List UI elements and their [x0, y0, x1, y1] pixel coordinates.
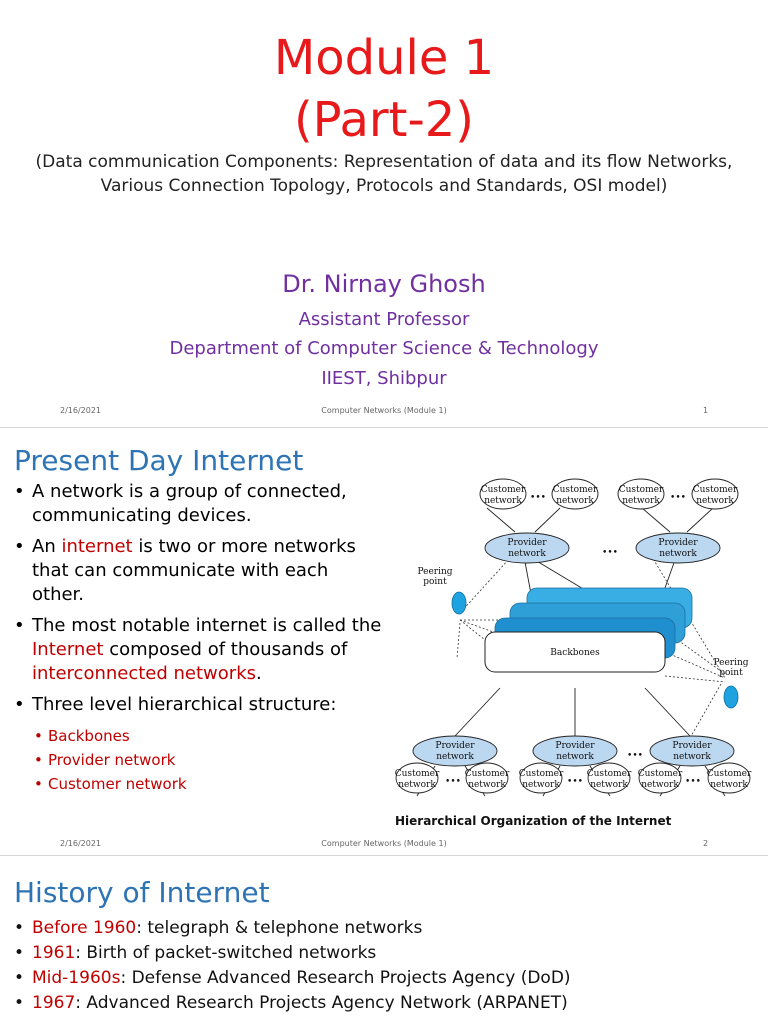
svg-text:Provider: Provider	[555, 741, 595, 751]
slide-title-line1: Module 1	[273, 30, 495, 86]
history-list	[14, 916, 754, 1016]
author-designation: Assistant Professor	[298, 309, 470, 330]
highlighted-term: interconnected networks	[32, 663, 256, 684]
svg-text:Provider: Provider	[658, 538, 698, 548]
provider-node-bottom-right	[650, 736, 734, 766]
sub-bullet-item: • Provider network	[14, 748, 384, 772]
sub-bullet-item: • Customer network	[14, 772, 384, 796]
svg-text:network: network	[622, 496, 660, 506]
bullet-item	[14, 535, 384, 607]
provider-node-bottom-center	[533, 736, 617, 766]
slide-present-day-internet	[0, 428, 768, 856]
author-name: Dr. Nirnay Ghosh	[282, 270, 486, 298]
svg-text:network: network	[673, 752, 711, 762]
bullet-text: .	[256, 663, 262, 684]
history-text: : Advanced Research Projects Agency Network (ARPANET)	[75, 993, 568, 1013]
slide-subtitle: (Data communication Components: Representation of data and its flow Networks, Various Connection Topology, Protocols and Standards, OSI model)	[35, 152, 733, 196]
author-department: Department of Computer Science & Technology	[169, 338, 599, 359]
provider-node-top-right	[636, 533, 720, 563]
figure-caption: Hierarchical Organization of the Internet	[395, 814, 672, 828]
slide-footer	[0, 406, 768, 420]
bullet-text: is two or more networks that can communicate with each other.	[32, 536, 356, 605]
peering-label-left-1: Peering	[417, 567, 453, 577]
highlighted-term: internet	[61, 536, 133, 557]
customer-node-bottom-6	[707, 763, 752, 793]
history-year: Mid-1960s	[32, 968, 121, 988]
peering-label-left-2: point	[423, 577, 447, 587]
slide-title	[0, 0, 768, 428]
slide-heading: History of Internet	[14, 876, 270, 909]
bullet-item	[14, 614, 384, 686]
history-text: : Defense Advanced Research Projects Agency (DoD)	[120, 968, 571, 988]
footer-date: 2/16/2021	[60, 839, 102, 848]
backbones-label: Backbones	[550, 648, 600, 658]
ellipsis-dots: •••	[627, 751, 643, 761]
peering-label-right-1: Peering	[713, 658, 749, 668]
customer-node-top-4	[692, 479, 738, 509]
provider-node-bottom-left	[413, 736, 497, 766]
ellipsis-dots: •••	[445, 777, 461, 787]
highlighted-term: Internet	[32, 639, 104, 660]
bullet-list	[14, 480, 384, 796]
footer-page-number: 2	[703, 839, 709, 848]
customer-node-top-1	[480, 479, 526, 509]
svg-text:network: network	[710, 780, 748, 790]
svg-text:Customer: Customer	[586, 769, 632, 779]
peering-point-left	[452, 592, 466, 614]
svg-text:network: network	[696, 496, 734, 506]
bullet-item	[14, 693, 384, 717]
history-year: 1967	[32, 993, 76, 1013]
ellipsis-dots: •••	[602, 548, 618, 558]
svg-text:network: network	[508, 549, 546, 559]
author-institute: IIEST, Shibpur	[321, 368, 447, 389]
svg-text:Customer: Customer	[464, 769, 510, 779]
svg-text:network: network	[556, 496, 594, 506]
bullet-text: An	[32, 536, 62, 557]
svg-text:network: network	[398, 780, 436, 790]
svg-text:network: network	[484, 496, 522, 506]
svg-text:Provider: Provider	[672, 741, 712, 751]
footer-course: Computer Networks (Module 1)	[321, 406, 447, 415]
footer-date: 2/16/2021	[60, 406, 102, 415]
footer-course: Computer Networks (Module 1)	[321, 839, 447, 848]
peering-label-right-2: point	[719, 668, 743, 678]
svg-text:Customer: Customer	[480, 485, 526, 495]
bullet-text: Three level hierarchical structure:	[32, 694, 337, 715]
svg-text:Customer: Customer	[518, 769, 564, 779]
customer-node-top-3	[618, 479, 664, 509]
ellipsis-dots: •••	[685, 777, 701, 787]
sub-bullet-list	[14, 724, 384, 796]
svg-text:Customer: Customer	[395, 769, 440, 779]
svg-text:Customer: Customer	[618, 485, 664, 495]
slide-footer	[0, 839, 768, 853]
slide-title-line2: (Part-2)	[293, 92, 475, 148]
svg-text:Provider: Provider	[507, 538, 547, 548]
bullet-item	[14, 480, 384, 528]
customer-node-bottom-5	[638, 763, 683, 793]
customer-node-bottom-4	[587, 763, 632, 793]
svg-text:Customer: Customer	[692, 485, 738, 495]
slide-heading: Present Day Internet	[14, 444, 304, 477]
history-text: : Birth of packet-switched networks	[75, 943, 377, 963]
footer-page-number: 1	[703, 406, 709, 415]
svg-text:Customer: Customer	[552, 485, 598, 495]
svg-text:network: network	[436, 752, 474, 762]
customer-node-bottom-2	[465, 763, 510, 793]
history-item	[14, 916, 754, 941]
history-year: 1961	[32, 943, 76, 963]
bullet-text: composed of thousands of	[103, 639, 348, 660]
ellipsis-dots: •••	[530, 493, 546, 503]
svg-text:network: network	[522, 780, 560, 790]
ellipsis-dots: •••	[567, 777, 583, 787]
peering-point-right	[724, 686, 738, 708]
svg-text:Customer: Customer	[637, 769, 683, 779]
svg-text:Customer: Customer	[706, 769, 752, 779]
svg-text:network: network	[590, 780, 628, 790]
ellipsis-dots: •••	[670, 493, 686, 503]
sub-bullet-item: • Backbones	[14, 724, 384, 748]
customer-node-bottom-1	[395, 763, 440, 793]
bullet-text: A network is a group of connected, communicating devices.	[32, 481, 347, 526]
provider-node-top-left	[485, 533, 569, 563]
internet-hierarchy-diagram	[395, 478, 755, 808]
history-year: Before 1960	[32, 918, 137, 938]
customer-node-bottom-3	[519, 763, 564, 793]
history-text: : telegraph & telephone networks	[136, 918, 423, 938]
svg-text:Provider: Provider	[435, 741, 475, 751]
history-item	[14, 966, 754, 991]
history-item	[14, 991, 754, 1016]
bullet-text: The most notable internet is called the	[32, 615, 382, 636]
slide-history-of-internet	[0, 856, 768, 1024]
svg-text:network: network	[641, 780, 679, 790]
svg-text:network: network	[556, 752, 594, 762]
svg-text:network: network	[468, 780, 506, 790]
history-item	[14, 941, 754, 966]
customer-node-top-2	[552, 479, 598, 509]
svg-text:network: network	[659, 549, 697, 559]
